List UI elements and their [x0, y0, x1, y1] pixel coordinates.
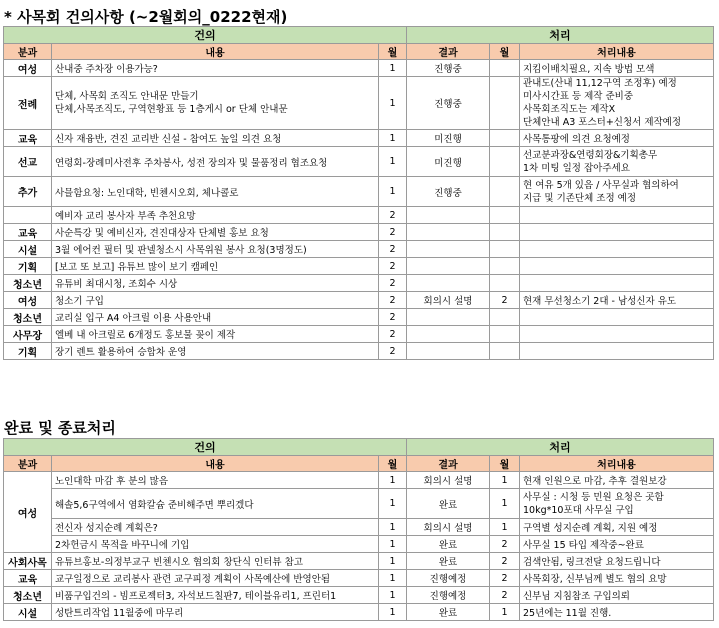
- table-row: [4, 570, 714, 587]
- table-row: [4, 224, 714, 241]
- category-cell: [4, 207, 52, 224]
- detail-cell: 사목회장, 신부님께 별도 협의 요망: [520, 570, 714, 587]
- month-cell: 1: [379, 177, 407, 207]
- result-cell: 완료: [407, 489, 490, 519]
- col-header-content: 내용: [52, 456, 379, 472]
- result-month-cell: 2: [490, 570, 520, 587]
- col-header-result: 결과: [407, 44, 490, 60]
- content-cell: 사믈함요청: 노인대학, 빈첸시오회, 체나콜로: [52, 177, 379, 207]
- detail-cell: 25년에는 11월 진행.: [520, 604, 714, 621]
- result-cell: 진행예정: [407, 587, 490, 604]
- content-cell: 유튜비 최대시청, 조회수 시상: [52, 275, 379, 292]
- month-cell: 1: [379, 60, 407, 77]
- detail-cell: [520, 241, 714, 258]
- table-row: [4, 553, 714, 570]
- category-cell: 청소년: [4, 587, 52, 604]
- content-cell: 청소기 구입: [52, 292, 379, 309]
- month-cell: 2: [379, 241, 407, 258]
- detail-cell: 관내도(산내 11,12구역 조정후) 예정 미사시간표 등 제작 준비중 사목회조직도는 제작X 단체안내 A3 포스터+신청서 제작예정: [520, 77, 714, 130]
- month-cell: 1: [379, 536, 407, 553]
- table-row: [4, 207, 714, 224]
- month-cell: 1: [379, 77, 407, 130]
- month-cell: 2: [379, 207, 407, 224]
- result-cell: 회의시 설명: [407, 472, 490, 489]
- result-month-cell: [490, 207, 520, 224]
- month-cell: 2: [379, 292, 407, 309]
- detail-cell: [520, 309, 714, 326]
- table-row: [4, 604, 714, 621]
- content-cell: 교구일정으로 교리봉사 관련 교구피정 계획이 사목예산에 반영안됨: [52, 570, 379, 587]
- col-header-result-month: 월: [490, 456, 520, 472]
- table-row: [4, 177, 714, 207]
- category-cell: 청소년: [4, 275, 52, 292]
- detail-cell: 지킴이배치필요, 지속 방법 모색: [520, 60, 714, 77]
- detail-cell: [520, 258, 714, 275]
- month-cell: 1: [379, 553, 407, 570]
- content-cell: 교리실 입구 A4 아크릴 이용 사용안내: [52, 309, 379, 326]
- content-cell: 비품구입건의 - 빔프로젝터3, 자석보드칠판7, 테이블유리1, 프린터1: [52, 587, 379, 604]
- detail-cell: [520, 326, 714, 343]
- table-row: [4, 326, 714, 343]
- result-cell: [407, 224, 490, 241]
- result-month-cell: 2: [490, 553, 520, 570]
- content-cell: 성탄트리작업 11월중에 마무리: [52, 604, 379, 621]
- category-cell: 청소년: [4, 309, 52, 326]
- content-cell: 노인대학 마감 후 분의 많음: [52, 472, 379, 489]
- category-cell: 여성: [4, 60, 52, 77]
- result-cell: [407, 241, 490, 258]
- result-month-cell: [490, 258, 520, 275]
- content-cell: 사순특강 및 예비신자, 견진대상자 단체별 홍보 요청: [52, 224, 379, 241]
- section1-table: [3, 26, 714, 360]
- col-header-result: 결과: [407, 456, 490, 472]
- detail-cell: 신부님 지침참조 구입의뢰: [520, 587, 714, 604]
- result-month-cell: [490, 77, 520, 130]
- detail-cell: [520, 275, 714, 292]
- detail-cell: 사목통팡에 의견 요청예정: [520, 130, 714, 147]
- table-row: [4, 275, 714, 292]
- category-cell: 교육: [4, 130, 52, 147]
- result-month-cell: [490, 343, 520, 360]
- result-cell: 진행중: [407, 177, 490, 207]
- section2-group-header: [4, 439, 714, 456]
- month-cell: 2: [379, 258, 407, 275]
- result-cell: 진행중: [407, 60, 490, 77]
- content-cell: 3월 에어컨 필터 및 판넬청소시 사목위원 봉사 요청(3명정도): [52, 241, 379, 258]
- result-cell: [407, 326, 490, 343]
- result-cell: [407, 275, 490, 292]
- result-month-cell: 1: [490, 519, 520, 536]
- result-month-cell: 2: [490, 536, 520, 553]
- month-cell: 1: [379, 604, 407, 621]
- detail-cell: [520, 207, 714, 224]
- month-cell: 1: [379, 570, 407, 587]
- table-row: [4, 343, 714, 360]
- content-cell: 해솔5,6구역에서 염화칼슘 준비해주면 뿌리겠다: [52, 489, 379, 519]
- content-cell: 연령회-장례미사전후 주차봉사, 성전 장의자 및 물품정리 협조요청: [52, 147, 379, 177]
- content-cell: 예비자 교리 봉사자 부족 추천요망: [52, 207, 379, 224]
- result-month-cell: 1: [490, 472, 520, 489]
- category-cell: 선교: [4, 147, 52, 177]
- category-cell: 전례: [4, 77, 52, 130]
- result-month-cell: [490, 177, 520, 207]
- category-cell: 기획: [4, 258, 52, 275]
- month-cell: 1: [379, 587, 407, 604]
- result-month-cell: [490, 224, 520, 241]
- detail-cell: 검색안됨, 링크전달 요청드립니다: [520, 553, 714, 570]
- result-cell: 회의시 설명: [407, 292, 490, 309]
- category-cell: 여성: [4, 472, 52, 553]
- content-cell: 신자 재융반, 견진 교리반 신설 - 참여도 높일 의견 요청: [52, 130, 379, 147]
- detail-cell: 현재 인원으로 마감, 추후 결원보강: [520, 472, 714, 489]
- month-cell: 1: [379, 130, 407, 147]
- table-row: [4, 130, 714, 147]
- section1-group-header: [4, 27, 714, 44]
- result-month-cell: [490, 60, 520, 77]
- content-cell: 전신자 성지순례 계획은?: [52, 519, 379, 536]
- month-cell: 2: [379, 343, 407, 360]
- table-row: [4, 536, 714, 553]
- result-month-cell: 1: [490, 489, 520, 519]
- month-cell: 2: [379, 224, 407, 241]
- section2-title: 완료 및 종료처리: [4, 419, 116, 437]
- col-header-category: 분과: [4, 44, 52, 60]
- group-header-processing: 처리: [407, 27, 714, 44]
- detail-cell: 사무실 15 타입 제작중~완료: [520, 536, 714, 553]
- col-header-content: 내용: [52, 44, 379, 60]
- table-row: [4, 472, 714, 489]
- detail-cell: 선교분과장&연령회장&기획총무 1차 미팅 일정 잡아주세요: [520, 147, 714, 177]
- category-cell: 교육: [4, 570, 52, 587]
- table-row: [4, 587, 714, 604]
- category-cell: 시설: [4, 604, 52, 621]
- result-cell: 완료: [407, 553, 490, 570]
- result-cell: 완료: [407, 536, 490, 553]
- table-row: [4, 60, 714, 77]
- month-cell: 1: [379, 519, 407, 536]
- section1-title: * 사목회 건의사항 (~2월회의_0222현재): [4, 8, 288, 26]
- content-cell: 유튜브홍보-의정부교구 빈첸시오 협의회 창단식 인터뷰 참고: [52, 553, 379, 570]
- month-cell: 1: [379, 472, 407, 489]
- group-header-processing: 처리: [407, 439, 714, 456]
- table-row: [4, 309, 714, 326]
- content-cell: 2차헌금시 목적을 바꾸니에 기입: [52, 536, 379, 553]
- col-header-result-month: 월: [490, 44, 520, 60]
- detail-cell: 현 여유 5개 있음 / 사무실과 협의하여 지급 및 기존단체 조정 예정: [520, 177, 714, 207]
- month-cell: 2: [379, 275, 407, 292]
- table-row: [4, 147, 714, 177]
- detail-cell: [520, 343, 714, 360]
- category-cell: 교육: [4, 224, 52, 241]
- result-month-cell: [490, 130, 520, 147]
- table-row: [4, 292, 714, 309]
- month-cell: 1: [379, 147, 407, 177]
- result-cell: [407, 258, 490, 275]
- result-cell: 회의시 설명: [407, 519, 490, 536]
- content-cell: 엘베 내 아크릴로 6개정도 홍보물 꽂이 제작: [52, 326, 379, 343]
- result-cell: [407, 343, 490, 360]
- section2-table: [3, 438, 714, 621]
- month-cell: 2: [379, 326, 407, 343]
- result-cell: [407, 207, 490, 224]
- category-cell: 추가: [4, 177, 52, 207]
- result-month-cell: [490, 147, 520, 177]
- result-month-cell: [490, 241, 520, 258]
- content-cell: 산내중 주차장 이용가능?: [52, 60, 379, 77]
- table-row: [4, 77, 714, 130]
- detail-cell: 구역별 성지순례 계획, 지원 예정: [520, 519, 714, 536]
- result-cell: 진행중: [407, 77, 490, 130]
- section1-column-header: [4, 44, 714, 60]
- result-cell: [407, 309, 490, 326]
- table-row: [4, 241, 714, 258]
- group-header-suggestion: 건의: [4, 439, 407, 456]
- result-cell: 완료: [407, 604, 490, 621]
- detail-cell: [520, 224, 714, 241]
- category-cell: 기획: [4, 343, 52, 360]
- detail-cell: 사무실 : 시청 등 민원 요청은 곳함 10kg*10포대 사무실 구입: [520, 489, 714, 519]
- col-header-month: 월: [379, 44, 407, 60]
- content-cell: 장기 렌트 활용하여 승합차 운영: [52, 343, 379, 360]
- category-cell: 시설: [4, 241, 52, 258]
- table-row: [4, 489, 714, 519]
- result-cell: 미진행: [407, 147, 490, 177]
- result-month-cell: [490, 275, 520, 292]
- col-header-month: 월: [379, 456, 407, 472]
- month-cell: 2: [379, 309, 407, 326]
- month-cell: 1: [379, 489, 407, 519]
- content-cell: [보고 또 보고] 유튜브 많이 보기 캠페인: [52, 258, 379, 275]
- result-cell: 진행예정: [407, 570, 490, 587]
- category-cell: 사무장: [4, 326, 52, 343]
- col-header-detail: 처리내용: [520, 44, 714, 60]
- table-row: [4, 258, 714, 275]
- section2-column-header: [4, 456, 714, 472]
- result-month-cell: [490, 326, 520, 343]
- table-row: [4, 519, 714, 536]
- col-header-detail: 처리내용: [520, 456, 714, 472]
- content-cell: 단체, 사목회 조직도 안내문 만들기 단체,사목조직도, 구역현황표 등 1층게시 or 단체 안내문: [52, 77, 379, 130]
- category-cell: 사회사목: [4, 553, 52, 570]
- detail-cell: 현재 무선청소기 2대 - 남성신자 유도: [520, 292, 714, 309]
- result-cell: 미진행: [407, 130, 490, 147]
- col-header-category: 분과: [4, 456, 52, 472]
- result-month-cell: [490, 309, 520, 326]
- result-month-cell: 1: [490, 604, 520, 621]
- result-month-cell: 2: [490, 587, 520, 604]
- result-month-cell: 2: [490, 292, 520, 309]
- group-header-suggestion: 건의: [4, 27, 407, 44]
- category-cell: 여성: [4, 292, 52, 309]
